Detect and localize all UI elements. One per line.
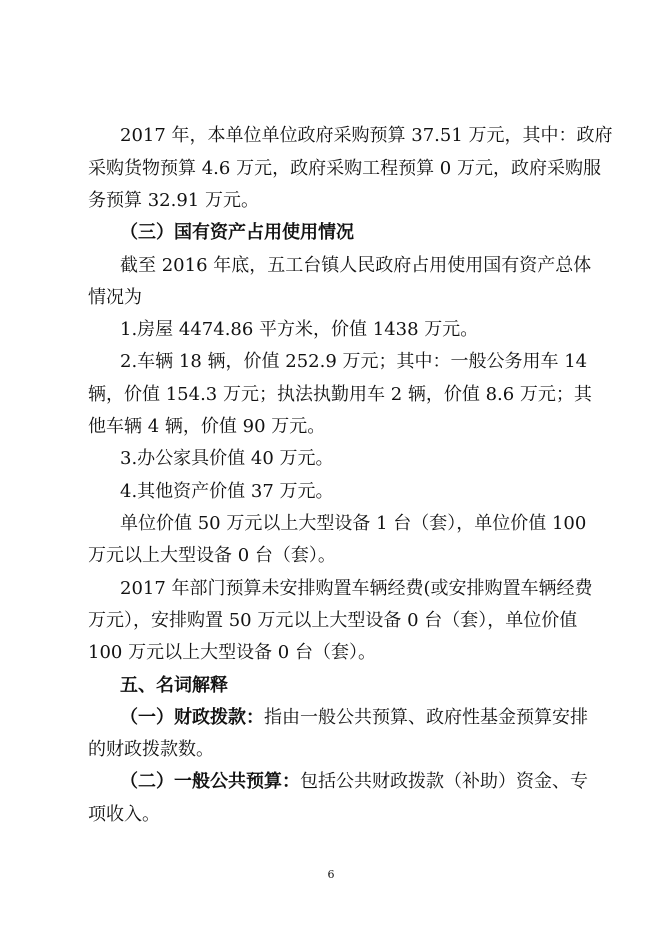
page-number: 6 (327, 868, 335, 881)
paragraph-budget-purchase-line-2: 万元），安排购置 50 万元以上大型设备 0 台（套），单位价值 (88, 610, 578, 631)
paragraph-budget-purchase-line-1: 2017 年部门预算未安排购置车辆经费(或安排购置车辆经费 (120, 578, 593, 599)
glossary-term-general-budget (120, 771, 588, 793)
paragraph-equipment-line-1: 单位价值 50 万元以上大型设备 1 台（套），单位价值 100 (120, 513, 587, 534)
list-item-vehicles-line-1: 2.车辆 18 辆，价值 252.9 万元；其中：一般公务用车 14 (120, 351, 588, 372)
list-item-other-assets: 4.其他资产价值 37 万元。 (120, 481, 334, 502)
paragraph-procurement-line-1: 2017 年，本单位单位政府采购预算 37.51 万元，其中：政府 (120, 125, 613, 146)
glossary-term-fiscal-appropriation-line-2: 的财政拨款数。 (88, 739, 214, 760)
glossary-term-general-budget-line-2: 项收入。 (88, 804, 160, 825)
list-item-vehicles-line-2: 辆，价值 154.3 万元；执法执勤用车 2 辆，价值 8.6 万元；其 (88, 384, 592, 405)
list-item-vehicles-line-3: 他车辆 4 辆，价值 90 万元。 (88, 416, 326, 437)
term-label-fiscal-appropriation: （一）财政拨款： (120, 707, 264, 728)
paragraph-procurement-line-3: 务预算 32.91 万元。 (88, 190, 259, 211)
glossary-term-fiscal-appropriation (120, 707, 588, 729)
paragraph-assets-line-2: 情况为 (88, 287, 142, 308)
paragraph-equipment-line-2: 万元以上大型设备 0 台（套）。 (88, 545, 336, 566)
list-item-housing: 1.房屋 4474.86 平方米，价值 1438 万元。 (120, 319, 479, 340)
list-item-furniture: 3.办公家具价值 40 万元。 (120, 448, 334, 469)
paragraph-budget-purchase-line-3: 100 万元以上大型设备 0 台（套）。 (88, 642, 376, 663)
paragraph-procurement-line-2: 采购货物预算 4.6 万元，政府采购工程预算 0 万元，政府采购服 (88, 158, 601, 179)
term-definition-general-budget: 包括公共财政拨款（补助）资金、专 (300, 771, 588, 792)
paragraph-assets-line-1: 截至 2016 年底，五工台镇人民政府占用使用国有资产总体 (120, 255, 592, 276)
section-heading-glossary: 五、名词解释 (120, 675, 228, 696)
term-definition-fiscal-appropriation: 指由一般公共预算、政府性基金预算安排 (264, 707, 588, 728)
term-label-general-budget: （二）一般公共预算： (120, 771, 300, 792)
section-heading-state-assets: （三）国有资产占用使用情况 (120, 222, 354, 243)
